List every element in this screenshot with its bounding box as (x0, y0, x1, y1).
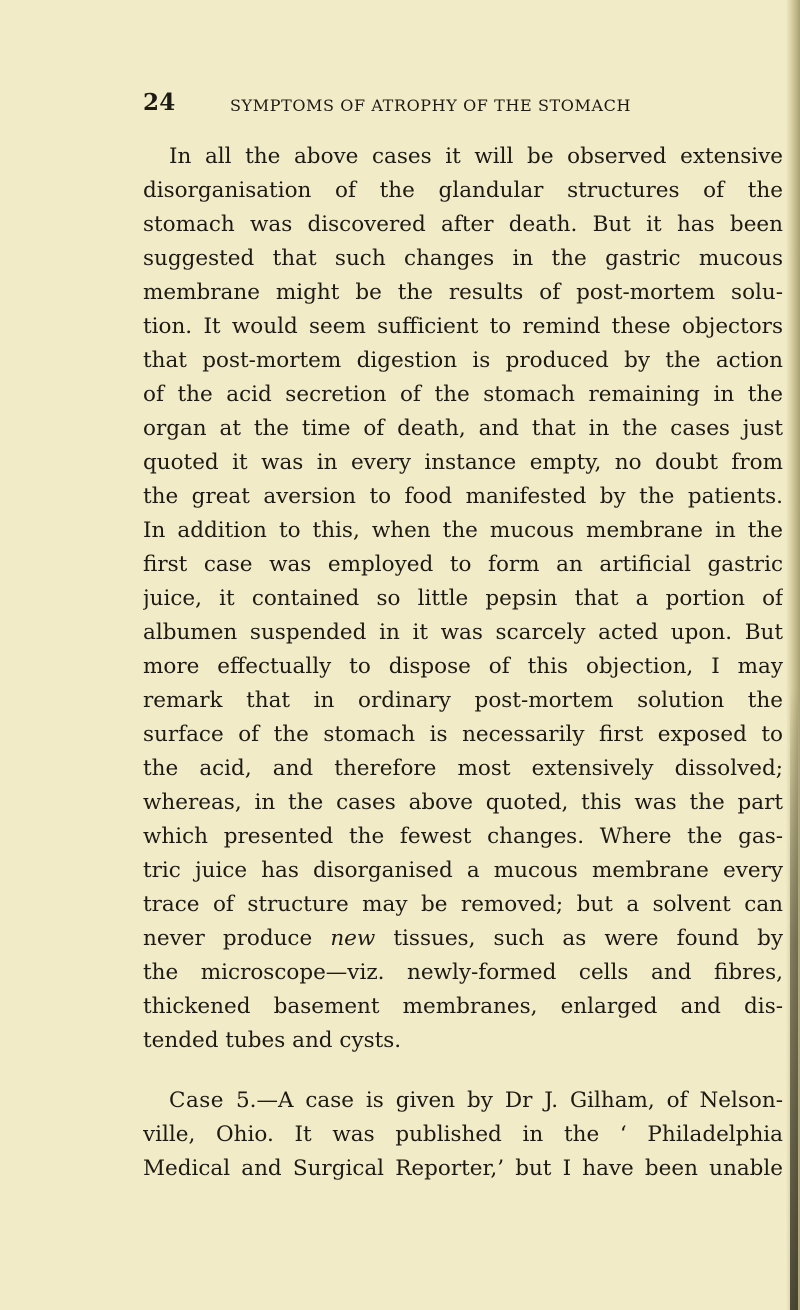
text-line: more effectually to dispose of this objection, I may (143, 654, 783, 679)
text-line: first case was employed to form an artificial gastric (143, 552, 783, 577)
page-edge-shadow (790, 690, 798, 1310)
text-line: stomach was discovered after death. But it has been (143, 212, 783, 237)
page-number: 24 (143, 89, 176, 116)
text-line: thickened basement membranes, enlarged and dis- (143, 994, 783, 1019)
text-line: remark that in ordinary post-mortem solution the (143, 688, 783, 713)
text-line: In addition to this, when the mucous membrane in the (143, 518, 783, 543)
text-line: Medical and Surgical Reporter,’ but I have been unable (143, 1156, 783, 1181)
page-header (143, 89, 743, 120)
text-line: surface of the stomach is necessarily first exposed to (143, 722, 783, 747)
text-line: juice, it contained so little pepsin that a portion of (143, 586, 783, 611)
text-line: membrane might be the results of post-mortem solu- (143, 280, 783, 305)
text-line: quoted it was in every instance empty, no doubt from (143, 450, 783, 475)
text-line: albumen suspended in it was scarcely acted upon. But (143, 620, 783, 645)
text-line: the microscope—viz. newly-formed cells and fibres, (143, 960, 783, 985)
text-line: of the acid secretion of the stomach remaining in the (143, 382, 783, 407)
text-line: tion. It would seem sufficient to remind these objectors (143, 314, 783, 339)
case-label: Case (169, 1088, 225, 1113)
text-line: organ at the time of death, and that in the cases just (143, 416, 783, 441)
text-line: trace of structure may be removed; but a solvent can (143, 892, 783, 917)
text-line: tric juice has disorganised a mucous membrane every (143, 858, 783, 883)
text-line: that post-mortem digestion is produced by the action (143, 348, 783, 373)
text-line: the acid, and therefore most extensively dissolved; (143, 756, 783, 781)
text-line (143, 922, 783, 956)
text-run: 5.—A case is given by Dr J. Gilham, of Nelson- (224, 1088, 783, 1113)
text-line: tended tubes and cysts. (143, 1028, 402, 1053)
text-line: ville, Ohio. It was published in the ‘ Philadelphia (143, 1122, 783, 1147)
text-line (169, 1084, 783, 1118)
running-head: SYMPTOMS OF ATROPHY OF THE STOMACH (230, 96, 632, 115)
text-line: which presented the fewest changes. Where the gas- (143, 824, 783, 849)
text-line: In all the above cases it will be observed extensive (169, 144, 783, 169)
text-run: never produce (143, 926, 331, 951)
text-line: the great aversion to food manifested by the patients. (143, 484, 783, 509)
text-line: disorganisation of the glandular structures of the (143, 178, 783, 203)
text-line: whereas, in the cases above quoted, this was the part (143, 790, 783, 815)
italic-word: new (330, 926, 376, 951)
text-run: tissues, such as were found by (375, 926, 783, 951)
text-line: suggested that such changes in the gastric mucous (143, 246, 783, 271)
